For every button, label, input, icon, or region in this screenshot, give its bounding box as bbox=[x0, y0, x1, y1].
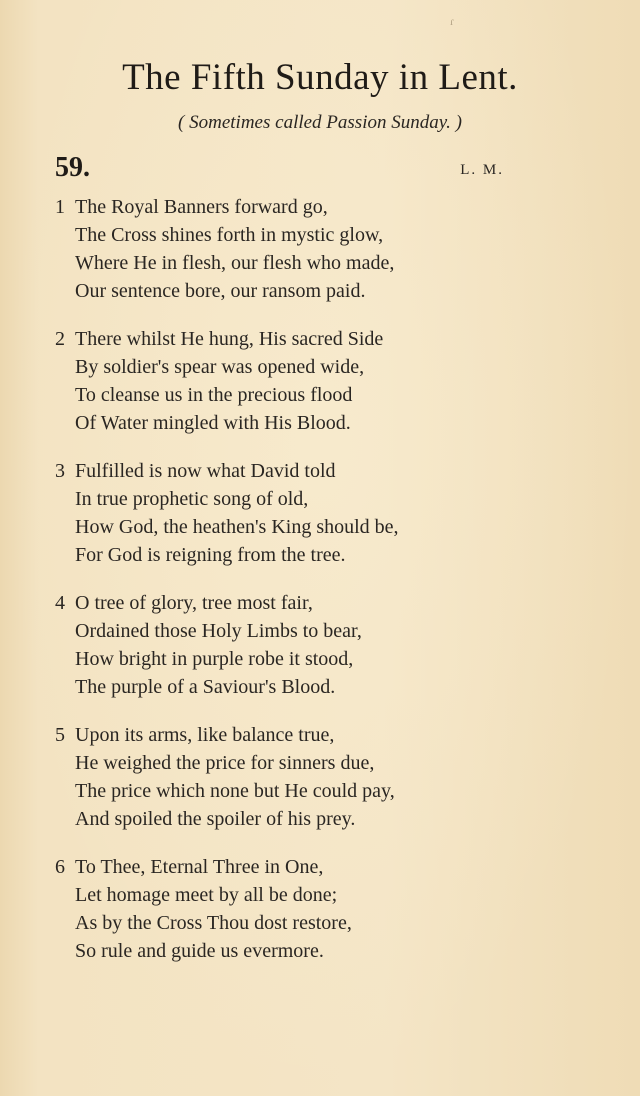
stanza-line: As by the Cross Thou dost restore, bbox=[75, 912, 352, 934]
stanza-line: By soldier's spear was opened wide, bbox=[75, 356, 365, 378]
stanza-line: For God is reigning from the tree. bbox=[75, 544, 346, 566]
stanza-line-text: The Royal Banners forward go, bbox=[75, 196, 328, 218]
stanza-line: To cleanse us in the precious flood bbox=[75, 384, 353, 406]
stanza-line: The Cross shines forth in mystic glow, bbox=[75, 224, 384, 246]
stanza-6 bbox=[55, 853, 515, 965]
stanza-2 bbox=[55, 325, 515, 437]
stanza-number: 6 bbox=[55, 856, 65, 878]
stanza-number: 4 bbox=[55, 592, 65, 614]
stanza-line: The price which none but He could pay, bbox=[75, 780, 395, 802]
stanza-number: 2 bbox=[55, 328, 65, 350]
stanza-line: He weighed the price for sinners due, bbox=[75, 752, 375, 774]
stanza-line-text: To Thee, Eternal Three in One, bbox=[75, 856, 324, 878]
stanza-line: The purple of a Saviour's Blood. bbox=[75, 676, 336, 698]
stanza-number: 1 bbox=[55, 196, 65, 218]
page-subtitle: ( Sometimes called Passion Sunday. ) bbox=[178, 112, 462, 133]
stanza-line bbox=[55, 457, 515, 485]
stanza-line: Ordained those Holy Limbs to bear, bbox=[75, 620, 362, 642]
stanza-line: Let homage meet by all be done; bbox=[75, 884, 338, 906]
stanza-line: How God, the heathen's King should be, bbox=[75, 516, 399, 538]
stanza-line-text: Upon its arms, like balance true, bbox=[75, 724, 335, 746]
stanza-line bbox=[55, 589, 515, 617]
corner-pencil-mark: ɾ bbox=[450, 14, 454, 28]
stanza-line-text: O tree of glory, tree most fair, bbox=[75, 592, 313, 614]
stanza-line: How bright in purple robe it stood, bbox=[75, 648, 354, 670]
stanza-number: 5 bbox=[55, 724, 65, 746]
hymn-number: 59. bbox=[55, 152, 90, 183]
stanza-line: In true prophetic song of old, bbox=[75, 488, 309, 510]
stanza-line: Where He in flesh, our flesh who made, bbox=[75, 252, 395, 274]
stanza-4 bbox=[55, 589, 515, 701]
stanza-line-text: There whilst He hung, His sacred Side bbox=[75, 328, 384, 350]
stanza-line: Our sentence bore, our ransom paid. bbox=[75, 280, 366, 302]
stanza-line bbox=[55, 721, 515, 749]
stanza-3 bbox=[55, 457, 515, 569]
stanza-line bbox=[55, 853, 515, 881]
stanza-line bbox=[55, 193, 515, 221]
stanza-line: And spoiled the spoiler of his prey. bbox=[75, 808, 356, 830]
stanza-5 bbox=[55, 721, 515, 833]
stanza-number: 3 bbox=[55, 460, 65, 482]
page-title: The Fifth Sunday in Lent. bbox=[122, 57, 518, 98]
stanza-1 bbox=[55, 193, 515, 305]
stanza-line bbox=[55, 325, 515, 353]
stanza-line: So rule and guide us evermore. bbox=[75, 940, 324, 962]
hymn-meter: L. M. bbox=[460, 162, 504, 178]
stanza-line-text: Fulfilled is now what David told bbox=[75, 460, 336, 482]
stanza-line: Of Water mingled with His Blood. bbox=[75, 412, 351, 434]
